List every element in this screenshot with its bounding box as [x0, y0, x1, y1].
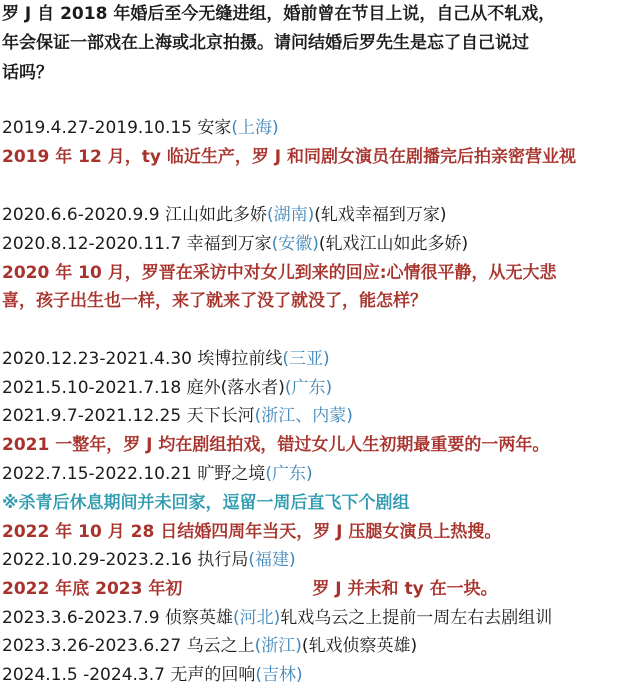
entry-location: (三亚): [282, 349, 330, 369]
entry-title: 乌云之上: [186, 636, 255, 656]
entry-dates: 2020.8.12-2020.11.7: [2, 234, 182, 254]
event-note: 2020 年 10 月，罗晋在采访中对女儿到来的回应:心情很平静，从无大悲: [2, 263, 557, 283]
entry-title: 无声的回响: [170, 665, 256, 685]
entry-note: (轧戏江山如此多娇): [318, 234, 469, 254]
entry-note: 轧戏乌云之上提前一周左右去剧组训: [280, 608, 553, 628]
entry-location: (浙江、内蒙): [254, 406, 353, 426]
entry-location: (上海): [231, 118, 279, 138]
entry-title: 旷野之境: [197, 464, 266, 484]
event-note: [2, 577, 498, 601]
entry-title: 庭外(落水者): [186, 378, 285, 398]
entry-dates: 2021.9.7-2021.12.25: [2, 406, 182, 426]
entry-dates: 2020.12.23-2021.4.30: [2, 349, 192, 369]
entry-note: (轧戏幸福到万家): [314, 205, 447, 225]
entry-location: (安徽): [271, 234, 319, 254]
entry-title: 安家: [197, 118, 232, 138]
entry-location: (浙江): [254, 636, 302, 656]
intro-line-2: 年会保证一部戏在上海或北京拍摄。请问结婚后罗先生是忘了自己说过: [2, 33, 529, 53]
event-note: 喜，孩子出生也一样，来了就来了没了就没了，能怎样？: [2, 291, 427, 311]
entry-location: (湖南): [266, 205, 315, 225]
entry-location: (吉林): [255, 665, 303, 685]
event-note: 2022 年 10 月 28 日结婚四周年当天，罗 J 压腿女演员上热搜。: [2, 522, 502, 542]
intro-line-3: 话吗？: [2, 63, 53, 83]
event-note-part-b: 罗 J 并未和 ty 在一块。: [312, 579, 498, 599]
entry-dates: 2023.3.6-2023.7.9: [2, 608, 160, 628]
remark-note: ※杀青后休息期间并未回家，逗留一周后直飞下个剧组: [2, 493, 410, 513]
timeline-entry: [2, 404, 353, 428]
timeline-entry: [2, 376, 332, 400]
timeline-entry: [2, 548, 296, 572]
entry-title: 江山如此多娇: [164, 205, 267, 225]
entry-dates: 2020.6.6-2020.9.9: [2, 205, 160, 225]
entry-title: 执行局: [197, 550, 249, 570]
entry-location: (福建): [248, 550, 296, 570]
entry-location: (河北): [232, 608, 281, 628]
entry-dates: 2022.10.29-2023.2.16: [2, 550, 192, 570]
event-note: 2019 年 12 月，ty 临近生产，罗 J 和同剧女演员在剧播完后拍亲密营业视: [2, 147, 577, 167]
entry-title: 埃博拉前线: [197, 349, 283, 369]
timeline-entry: [2, 203, 446, 227]
timeline-entry: [2, 663, 303, 687]
timeline-entry: [2, 116, 279, 140]
entry-dates: 2019.4.27-2019.10.15: [2, 118, 192, 138]
entry-location: (广东): [284, 378, 333, 398]
intro-line-1: 罗 J 自 2018 年婚后至今无缝进组，婚前曾在节目上说，自己从不轧戏，: [2, 4, 556, 24]
entry-title: 幸福到万家: [186, 234, 272, 254]
entry-title: 天下长河: [186, 406, 255, 426]
entry-dates: 2021.5.10-2021.7.18: [2, 378, 182, 398]
timeline-entry: [2, 347, 330, 371]
entry-note: (轧戏侦察英雄): [301, 636, 418, 656]
event-note-part-a: 2022 年底 2023 年初: [2, 579, 183, 599]
timeline-entry: [2, 462, 313, 486]
entry-title: 侦察英雄: [164, 608, 233, 628]
event-note: 2021 一整年，罗 J 均在剧组拍戏，错过女儿人生初期最重要的一两年。: [2, 435, 550, 455]
timeline-entry: [2, 232, 468, 256]
entry-location: (广东): [265, 464, 313, 484]
entry-dates: 2023.3.26-2023.6.27: [2, 636, 182, 656]
entry-dates: 2022.7.15-2022.10.21: [2, 464, 192, 484]
timeline-entry: [2, 606, 637, 630]
timeline-entry: [2, 634, 417, 658]
entry-dates: 2024.1.5 -2024.3.7: [2, 665, 165, 685]
